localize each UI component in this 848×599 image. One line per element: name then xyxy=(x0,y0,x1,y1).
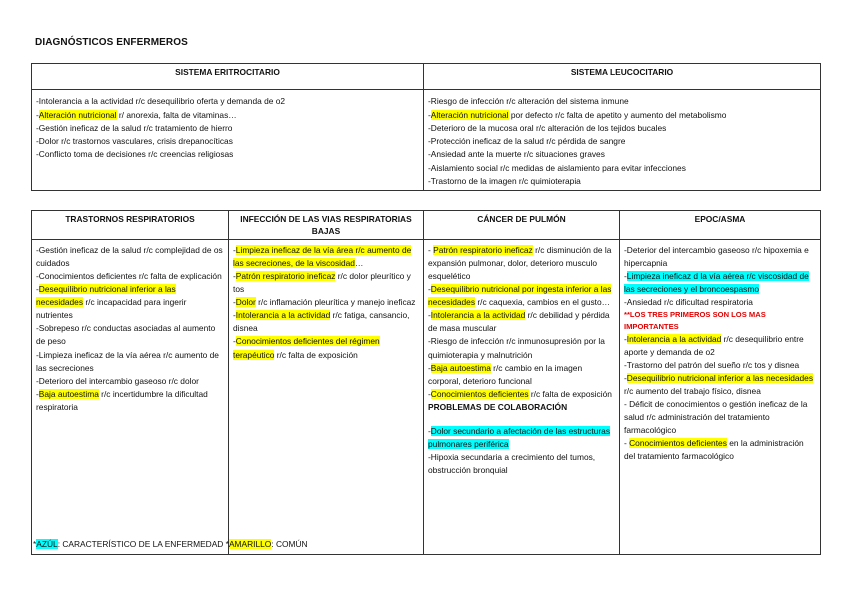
highlighted-diagnosis: Desequilibrio nutricional inferior a las necesidades xyxy=(626,373,814,384)
list-item xyxy=(36,109,419,122)
highlighted-diagnosis: Baja autoestima xyxy=(38,388,99,399)
item-text: -Conflicto toma de decisiones r/c creencias religiosas xyxy=(36,149,234,160)
list-item xyxy=(428,95,816,108)
list-item xyxy=(624,270,816,296)
item-text: - xyxy=(428,284,431,295)
item-text: -Ansiedad ante la muerte r/c situaciones graves xyxy=(428,149,605,160)
header-cancer-pulmon: CÁNCER DE PULMÓN xyxy=(424,211,620,240)
item-text: - xyxy=(624,271,627,282)
list-item xyxy=(428,335,615,361)
highlighted-diagnosis: Baja autoestima xyxy=(430,362,491,373)
item-text: -Intolerancia a la actividad r/c desequilibrio oferta y demanda de o2 xyxy=(36,96,286,107)
highlighted-diagnosis: Alteración nutricional xyxy=(430,109,509,120)
list-item xyxy=(428,109,816,122)
list-item xyxy=(624,372,816,398)
legend-azul-text: : CARACTERÍSTICO DE LA ENFERMEDAD * xyxy=(57,539,229,549)
list-item xyxy=(428,451,615,477)
item-text: -Trastorno de la imagen r/c quimioterapia xyxy=(428,175,581,186)
item-text: -Aislamiento social r/c medidas de aislamiento para evitar infecciones xyxy=(428,162,686,173)
item-text-rest: r/c falta de exposición xyxy=(528,388,612,399)
item-text: - xyxy=(233,297,236,308)
item-text: -Sobrepeso r/c conductas asociadas al aumento de peso xyxy=(36,323,216,347)
colab-list xyxy=(428,425,615,477)
item-text: -Ansiedad r/c dificultad respiratoria xyxy=(624,297,753,308)
list-item xyxy=(428,388,615,401)
item-text: - xyxy=(624,373,627,384)
highlighted-diagnosis: Limpieza ineficaz d la vía aérea r/c viscosidad de las secreciones y el broncoespasmo xyxy=(624,271,809,295)
item-text: - xyxy=(428,310,431,321)
cell-infeccion-vias xyxy=(229,240,424,555)
item-text-rest: r/c caquexia, cambios en el gusto… xyxy=(475,297,611,308)
header-infeccion-vias: INFECCIÓN DE LAS VIAS RESPIRATORIAS BAJAS xyxy=(229,211,424,240)
item-text: -Hipoxia secundaria a crecimiento del tumos, obstrucción bronquial xyxy=(428,451,596,475)
cell-trastornos-respiratorios xyxy=(32,240,229,555)
epoc-list-a xyxy=(624,244,816,309)
item-text-rest: r/c inflamación pleurítica y manejo ineficaz xyxy=(255,297,416,308)
list-item xyxy=(624,398,816,437)
list-item xyxy=(36,148,419,161)
list-item xyxy=(624,359,816,372)
colab-subtitle: PROBLEMAS DE COLABORACIÓN xyxy=(428,401,568,412)
item-text-rest: r/c disminución de la expansión pulmonar, dolor, deterioro musculo esquelético xyxy=(428,245,612,282)
header-trastornos-respiratorios: TRASTORNOS RESPIRATORIOS xyxy=(32,211,229,240)
list-item xyxy=(428,162,816,175)
list-item xyxy=(428,175,816,188)
item-text: - xyxy=(428,362,431,373)
item-text-rest: por defecto r/c falta de apetito y aumento del metabolismo xyxy=(508,109,727,120)
item-text: -Dolor r/c trastornos vasculares, crisis drepanocíticas xyxy=(36,136,233,147)
item-text-rest: r/c debilidad y pérdida de masa muscular xyxy=(428,310,610,334)
cell-cancer-pulmon xyxy=(424,240,620,555)
epoc-note: **LOS TRES PRIMEROS SON LOS MAS IMPORTANTES xyxy=(624,310,766,332)
item-text: - xyxy=(233,310,236,321)
item-text: - xyxy=(233,271,236,282)
table-sistemas xyxy=(31,63,821,191)
list-item xyxy=(36,270,224,283)
highlighted-diagnosis: Conocimientos deficientes xyxy=(430,388,529,399)
highlighted-diagnosis: Intolerancia a la actividad xyxy=(430,310,526,321)
highlighted-diagnosis: Dolor secundario a afectación de las estructuras pulmonares periférica xyxy=(428,425,611,449)
item-text: - xyxy=(428,245,434,256)
legend-amarillo-text: : COMÚN xyxy=(271,539,308,549)
item-text: -Deterioro del intercambio gaseoso r/c dolor xyxy=(36,375,199,386)
list-item xyxy=(624,244,816,270)
item-text-rest: r/c aumento del trabajo físico, disnea xyxy=(624,386,761,397)
item-text: -Conocimientos deficientes r/c falta de explicación xyxy=(36,271,222,282)
highlighted-diagnosis: Alteración nutricional xyxy=(38,109,117,120)
item-text: - xyxy=(36,388,39,399)
item-text-rest: r/c cambio en la imagen corporal, deterioro funcional xyxy=(428,362,583,386)
list-item xyxy=(624,437,816,463)
cell-eritrocitario xyxy=(32,90,424,191)
highlighted-diagnosis: Conocimientos deficientes xyxy=(629,438,727,449)
list-item xyxy=(36,283,224,322)
item-text-rest: r/ anorexia, falta de vitaminas… xyxy=(116,109,237,120)
item-text: -Protección ineficaz de la salud r/c pérdida de sangre xyxy=(428,136,626,147)
item-text-rest: r/c dolor pleurítico y tos xyxy=(233,271,411,295)
cell-leucocitario xyxy=(424,90,821,191)
item-text: - xyxy=(428,425,431,436)
list-item xyxy=(428,244,615,283)
highlighted-diagnosis: Dolor xyxy=(235,297,256,308)
list-item xyxy=(36,388,224,414)
item-text-rest: r/c fatiga, cansancio, disnea xyxy=(233,310,410,334)
cell-epoc-asma xyxy=(620,240,821,555)
item-text: - xyxy=(36,284,39,295)
highlighted-diagnosis: Patrón respiratorio ineficaz xyxy=(235,271,336,282)
list-item xyxy=(624,333,816,359)
cancer-list xyxy=(428,244,615,400)
highlighted-diagnosis: Intolerancia a la actividad xyxy=(626,333,722,344)
list-item xyxy=(428,309,615,335)
item-text: -Limpieza ineficaz de la vía aérea r/c aumento de las secreciones xyxy=(36,349,219,373)
item-text-rest: r/c incertidumbre la dificultad respiratoria xyxy=(36,388,208,412)
list-item xyxy=(233,244,419,270)
legend xyxy=(33,539,308,549)
highlighted-diagnosis: Desequilibrio nutricional inferior a las necesidades xyxy=(36,284,176,308)
item-text: -Gestión ineficaz de la salud r/c complejidad de os cuidados xyxy=(36,245,223,269)
list-item xyxy=(624,296,816,309)
list-item xyxy=(36,375,224,388)
item-text: - xyxy=(428,388,431,399)
item-text: -Gestión ineficaz de la salud r/c tratamiento de hierro xyxy=(36,122,233,133)
list-item xyxy=(428,122,816,135)
list-item xyxy=(428,425,615,451)
highlighted-diagnosis: Desequilibrio nutricional por ingesta inferior a las necesidades xyxy=(428,284,612,308)
list-item xyxy=(233,335,419,361)
item-text: - xyxy=(624,333,627,344)
item-text-rest: r/c desequilibrio entre aporte y demanda de o2 xyxy=(624,333,804,357)
page-title: DIAGNÓSTICOS ENFERMEROS xyxy=(35,37,188,48)
legend-amarillo-label: AMARILLO xyxy=(228,539,272,549)
item-text-rest: r/c incapacidad para ingerir nutrientes xyxy=(36,297,187,321)
list-item xyxy=(36,244,224,270)
list-item xyxy=(428,148,816,161)
item-text: -Deterioro de la mucosa oral r/c alteración de los tejidos bucales xyxy=(428,122,667,133)
highlighted-diagnosis: Limpieza ineficaz de la vía área r/c aumento de las secreciones, de la viscosidad xyxy=(233,245,412,269)
header-leucocitario: SISTEMA LEUCOCITARIO xyxy=(424,64,821,90)
table-respiratorio xyxy=(31,210,821,555)
legend-azul-label: AZÚL xyxy=(36,539,58,549)
item-text: - xyxy=(233,336,236,347)
highlighted-diagnosis: Intolerancia a la actividad xyxy=(235,310,331,321)
header-epoc-asma: EPOC/ASMA xyxy=(620,211,821,240)
item-text: -Riesgo de infección r/c alteración del sistema inmune xyxy=(428,96,629,107)
list-item xyxy=(428,283,615,309)
list-item xyxy=(233,309,419,335)
list-item xyxy=(36,322,224,348)
highlighted-diagnosis: Patrón respiratorio ineficaz xyxy=(433,245,533,256)
legend-star: * xyxy=(33,539,37,549)
list-item xyxy=(36,122,419,135)
highlighted-diagnosis: Conocimientos deficientes del régimen terapéutico xyxy=(233,336,380,360)
list-item xyxy=(233,270,419,296)
list-item xyxy=(36,349,224,375)
list-item xyxy=(36,95,419,108)
list-item xyxy=(428,362,615,388)
item-text: -Riesgo de infección r/c inmunosupresión por la quimioterapia y malnutrición xyxy=(428,336,605,360)
epoc-list-b xyxy=(624,333,816,463)
item-text: - xyxy=(36,109,39,120)
list-item xyxy=(428,135,816,148)
item-text: - xyxy=(233,245,236,256)
item-text: - Déficit de conocimientos o gestión ineficaz de la salud r/c administración del tratamiento farmacológico xyxy=(624,399,808,436)
list-item xyxy=(36,135,419,148)
header-eritrocitario: SISTEMA ERITROCITARIO xyxy=(32,64,424,90)
item-text: - xyxy=(624,438,630,449)
item-text: -Deterior del intercambio gaseoso r/c hipoxemia e hipercapnia xyxy=(624,245,809,269)
item-text: -Trastorno del patrón del sueño r/c tos y disnea xyxy=(624,360,800,371)
item-text: - xyxy=(428,109,431,120)
item-text-rest: … xyxy=(354,258,364,269)
list-item xyxy=(233,296,419,309)
item-text-rest: r/c falta de exposición xyxy=(274,349,358,360)
item-text-rest: en la administración del tratamiento farmacológico xyxy=(624,438,804,462)
